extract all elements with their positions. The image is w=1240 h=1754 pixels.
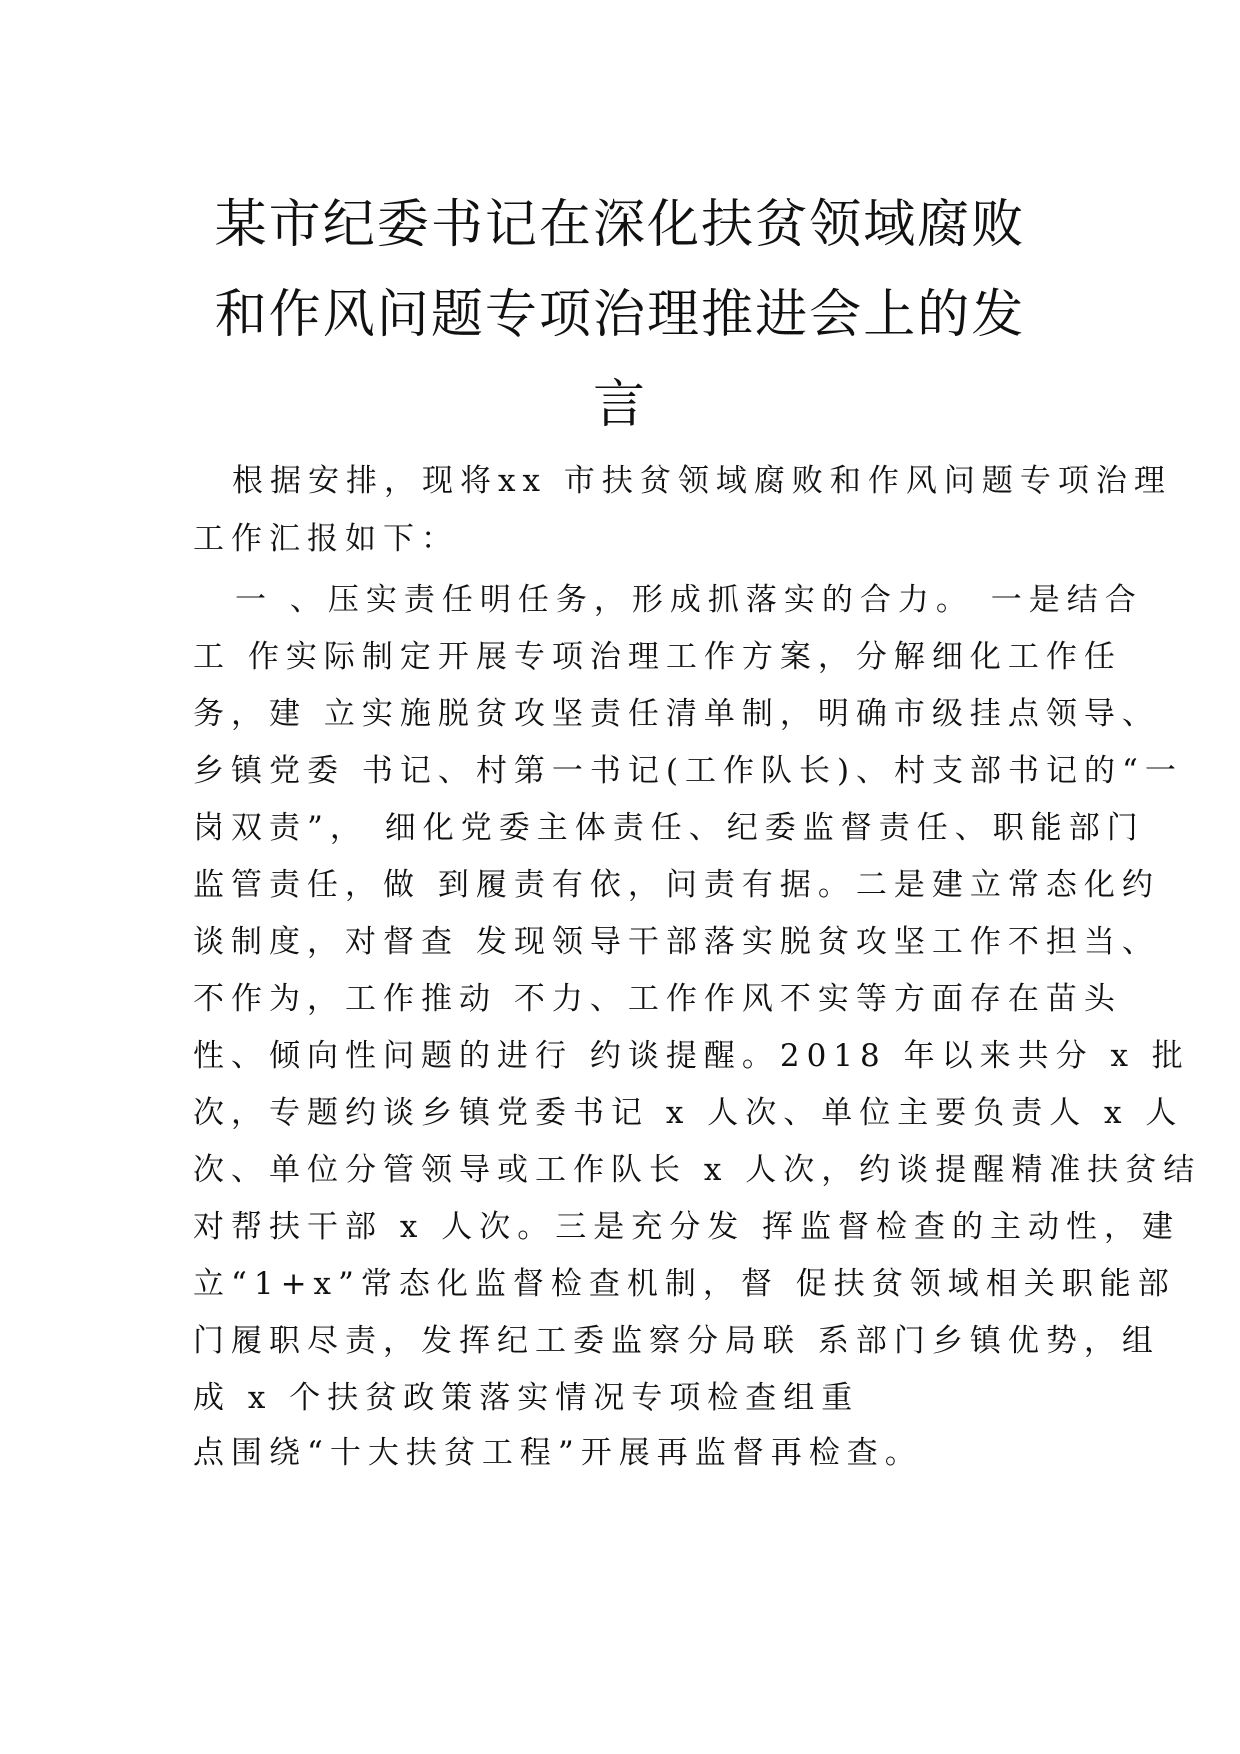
- body-line-17: 成 x 个扶贫政策落实情况专项检查组重: [193, 1380, 860, 1416]
- body-line-14: 对帮扶干部 x 人次。三是充分发 挥监督检查的主动性，建: [193, 1209, 1181, 1245]
- body-line-13: 次、单位分管领导或工作队长 x 人次，约谈提醒精准扶贫结: [193, 1152, 1202, 1188]
- body-line-3: 一 、压实责任明任务，形成抓落实的合力。 一是结合: [235, 582, 1143, 618]
- body-line-8: 监管责任，做 到履责有依，问责有据。二是建立常态化约: [193, 867, 1160, 903]
- body-line-2: 工作汇报如下：: [193, 521, 459, 557]
- body-line-16: 门履职尽责，发挥纪工委监察分局联 系部门乡镇优势，组: [193, 1323, 1160, 1359]
- body-line-18: 点围绕“十大扶贫工程”开展再监督再检查。: [193, 1435, 923, 1471]
- body-line-4: 工 作实际制定开展专项治理工作方案，分解细化工作任: [193, 639, 1122, 675]
- body-line-15: 立“1+x”常态化监督检查机制，督 促扶贫领域相关职能部: [193, 1266, 1176, 1302]
- document-title-line-1: 某市纪委书记在深化扶贫领域腐败: [214, 195, 1026, 255]
- body-line-5: 务，建 立实施脱贫攻坚责任清单制，明确市级挂点领导、: [193, 696, 1160, 732]
- document-title-line-3: 言: [592, 375, 648, 435]
- body-line-11: 性、倾向性问题的进行 约谈提醒。2018 年以来共分 x 批: [193, 1038, 1190, 1074]
- body-line-6: 乡镇党委 书记、村第一书记(工作队长)、村支部书记的“一: [193, 753, 1183, 789]
- body-line-10: 不作为，工作推动 不力、工作作风不实等方面存在苗头: [193, 981, 1122, 1017]
- body-line-7: 岗双责”， 细化党委主体责任、纪委监督责任、职能部门: [193, 810, 1145, 846]
- body-line-9: 谈制度，对督查 发现领导干部落实脱贫攻坚工作不担当、: [193, 924, 1160, 960]
- document-title-line-2: 和作风问题专项治理推进会上的发: [214, 285, 1026, 345]
- body-line-1: 根据安排，现将xx 市扶贫领域腐败和作风问题专项治理: [232, 463, 1172, 499]
- body-line-12: 次，专题约谈乡镇党委书记 x 人次、单位主要负责人 x 人: [193, 1095, 1184, 1131]
